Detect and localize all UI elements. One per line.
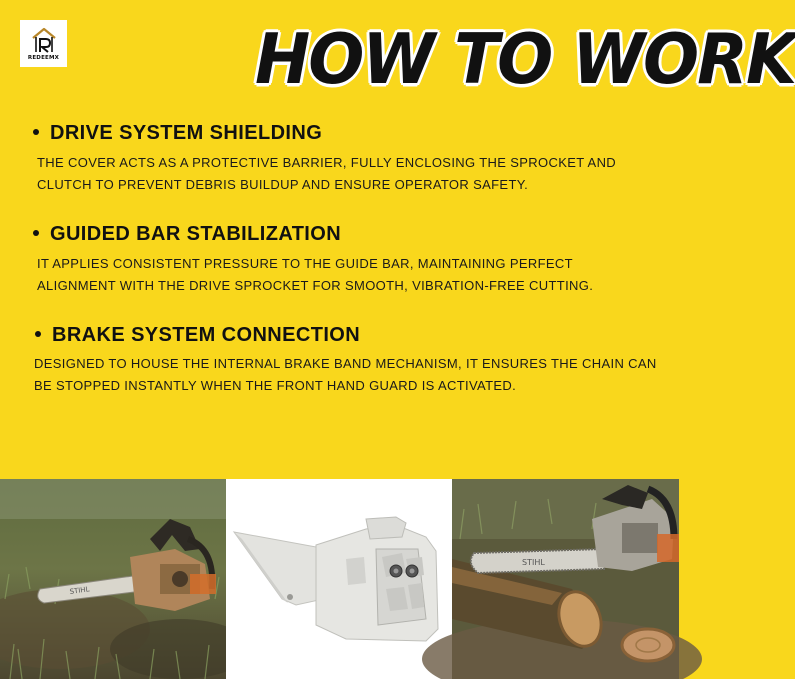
section-body [37, 152, 616, 196]
bar-label: STIHL [69, 585, 91, 596]
bullet-icon [33, 230, 39, 236]
section-heading-text: GUIDED BAR STABILIZATION [50, 223, 342, 245]
section-body-line: THE COVER ACTS AS A PROTECTIVE BARRIER, FULLY ENCLOSING THE SPROCKET AND [37, 155, 617, 170]
section-body-line: ALIGNMENT WITH THE DRIVE SPROCKET FOR SMOOTH, VIBRATION-FREE CUTTING. [37, 278, 594, 293]
section-heading-text: DRIVE SYSTEM SHIELDING [50, 122, 323, 144]
bullet-icon [35, 331, 41, 337]
section-heading [33, 122, 322, 145]
page-title: HOW TO WORK [255, 19, 795, 100]
chainsaw-on-grass-photo [0, 479, 226, 679]
section-body-line: IT APPLIES CONSISTENT PRESSURE TO THE GUIDE BAR, MAINTAINING PERFECT [37, 256, 573, 271]
section-heading [33, 223, 341, 246]
section-heading-text: BRAKE SYSTEM CONNECTION [52, 324, 361, 346]
photo-strip [0, 479, 679, 679]
section-heading [35, 324, 360, 347]
brand-logo [20, 20, 67, 67]
brand-name: REDEEMX [27, 55, 60, 61]
house-r-icon [31, 26, 57, 54]
sprocket-cover-part-photo [226, 479, 452, 679]
bar-label: STIHL [522, 558, 545, 567]
section-body-line: CLUTCH TO PREVENT DEBRIS BUILDUP AND ENSURE OPERATOR SAFETY. [37, 177, 529, 192]
chainsaw-on-log-photo [452, 479, 679, 679]
section-body-line: DESIGNED TO HOUSE THE INTERNAL BRAKE BAND MECHANISM, IT ENSURES THE CHAIN CAN [34, 356, 657, 371]
section-body-line: BE STOPPED INSTANTLY WHEN THE FRONT HAND GUARD IS ACTIVATED. [34, 378, 517, 393]
section-body [37, 253, 593, 297]
section-body [34, 353, 657, 397]
bullet-icon [33, 129, 39, 135]
